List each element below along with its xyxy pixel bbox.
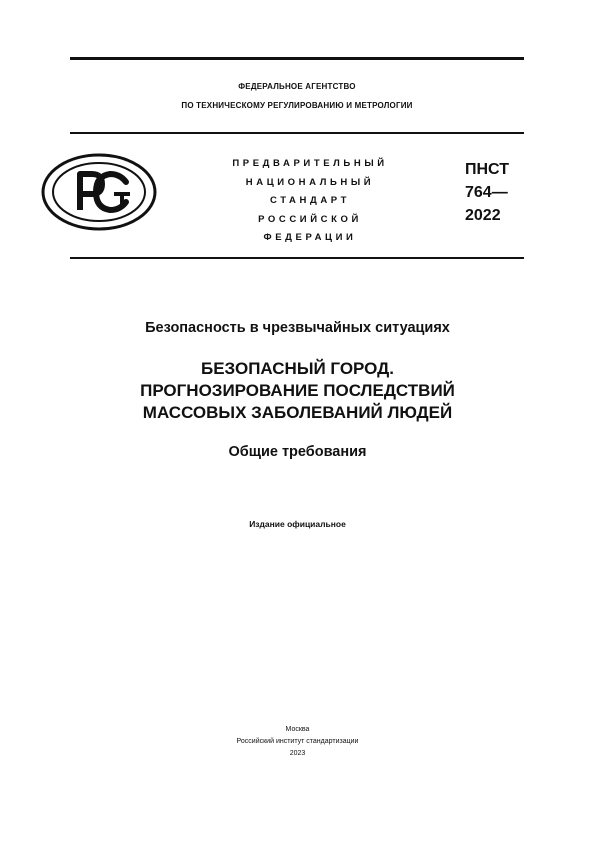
standard-code-year: 2022	[465, 207, 501, 224]
standard-type-line: ФЕДЕРАЦИИ	[263, 232, 357, 244]
standard-code-prefix: ПНСТ	[465, 161, 509, 178]
standard-type-line: РОССИЙСКОЙ	[258, 213, 362, 225]
document-title-line: МАССОВЫХ ЗАБОЛЕВАНИЙ ЛЮДЕЙ	[142, 403, 453, 422]
agency-name-line-2: ПО ТЕХНИЧЕСКОМУ РЕГУЛИРОВАНИЮ И МЕТРОЛОГИИ	[181, 101, 413, 110]
imprint-year: 2023	[289, 750, 306, 757]
imprint-city: Москва	[285, 726, 310, 733]
document-title-line: ПРОГНОЗИРОВАНИЕ ПОСЛЕДСТВИЙ	[140, 381, 455, 400]
document-title	[40, 358, 555, 424]
standard-type-block	[200, 155, 420, 248]
imprint-publisher: Российский институт стандартизации	[236, 738, 359, 745]
standard-type-line: НАЦИОНАЛЬНЫЙ	[245, 176, 375, 188]
document-subtitle: Общие требования	[228, 444, 367, 460]
gost-r-emblem-icon	[40, 152, 158, 232]
standard-code	[465, 158, 509, 227]
imprint	[40, 724, 555, 760]
header-rule	[70, 132, 524, 134]
standard-type-line: ПРЕДВАРИТЕЛЬНЫЙ	[232, 158, 388, 169]
series-title: Безопасность в чрезвычайных ситуациях	[145, 320, 450, 336]
edition-note: Издание официальное	[249, 519, 346, 529]
section-rule	[70, 257, 524, 259]
document-title-line: БЕЗОПАСНЫЙ ГОРОД.	[200, 359, 394, 378]
agency-name-line-1: ФЕДЕРАЛЬНОЕ АГЕНТСТВО	[238, 82, 356, 91]
top-rule	[70, 57, 524, 60]
standard-code-number: 764—	[465, 184, 508, 201]
standard-type-line: СТАНДАРТ	[270, 195, 350, 207]
